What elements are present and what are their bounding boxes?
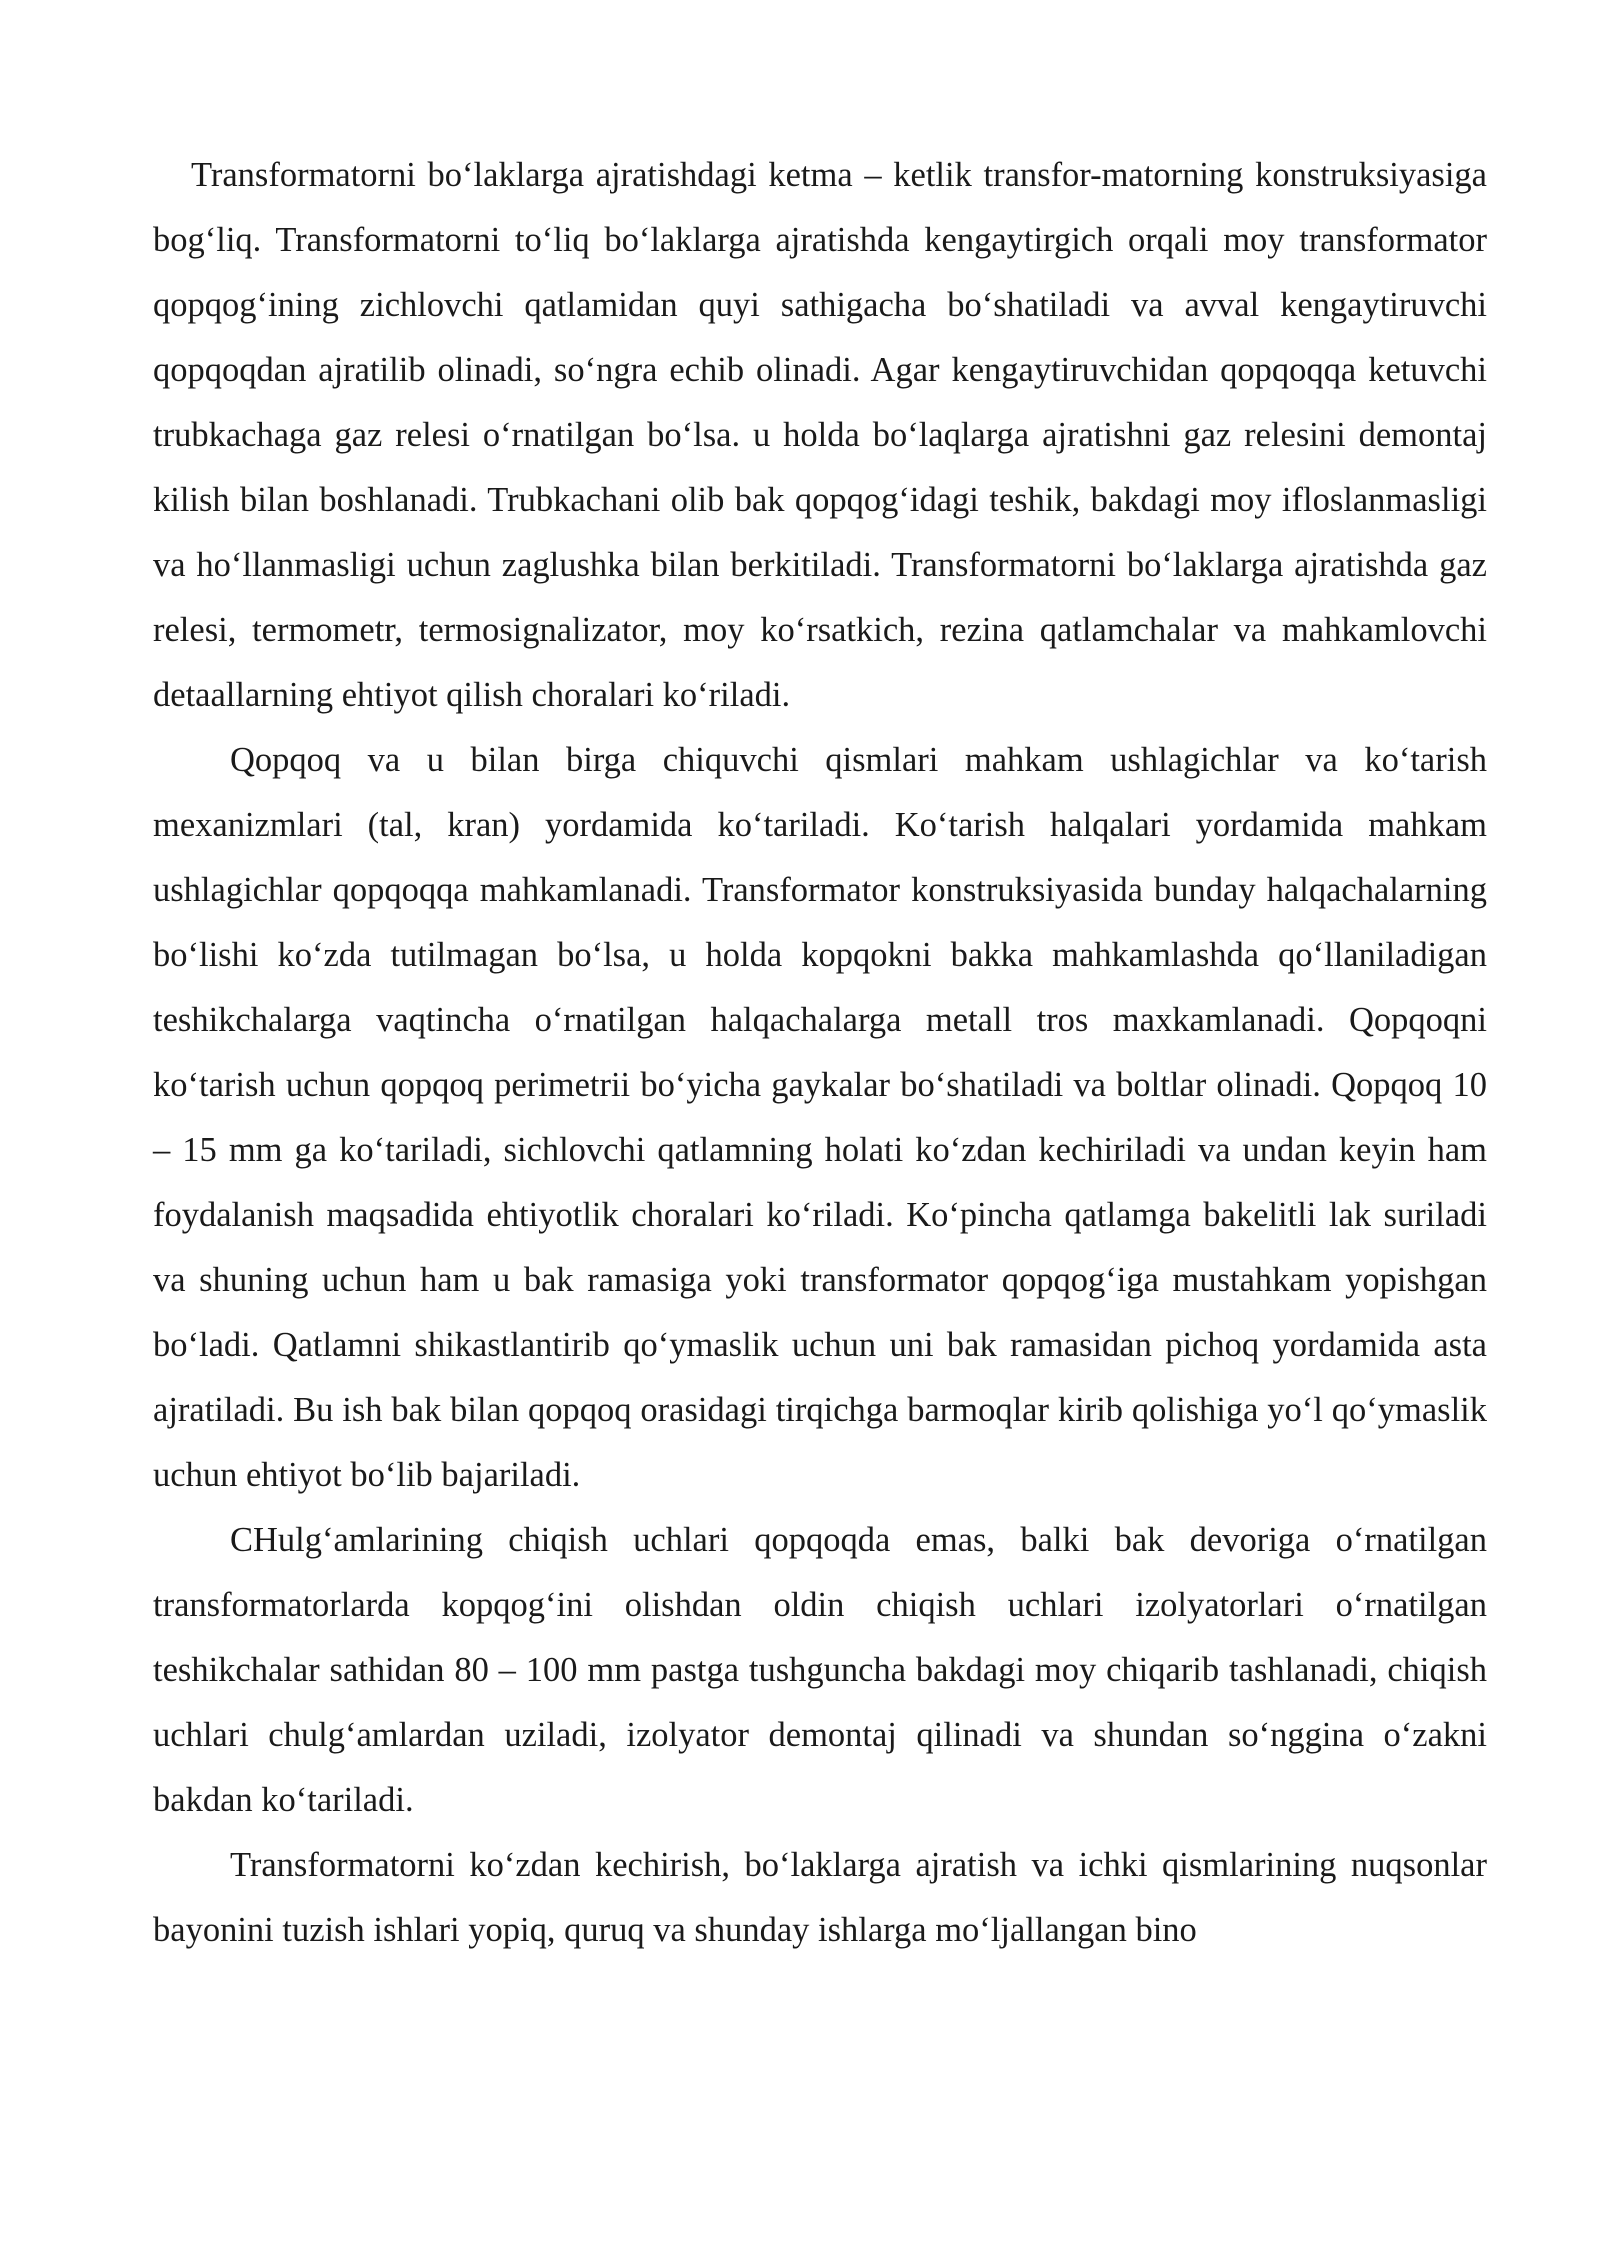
paragraph-1: Transformatorni bo‘laklarga ajratishdagi ketma – ketlik transfor-matorning konstruksiyasiga bog‘liq. Transformatorni to‘liq bo‘laklarga ajratishda kengaytirgich orqali moy transformator qopqog‘ining zichlovchi qatlamidan quyi sathigacha bo‘shatiladi va avval kengaytiruvchi qopqoqdan ajratilib olinadi, so‘ngra echib olinadi. Agar kengaytiruvchidan qopqoqqa ketuvchi trubkachaga gaz relesi o‘rnatilgan bo‘lsa. u holda bo‘laqlarga ajratishni gaz relesini demontaj kilish bilan boshlanadi. Trubkachani olib bak qopqog‘idagi teshik, bakdagi moy ifloslanmasligi va ho‘llanmasligi uchun zaglushka bilan berkitiladi. Transformatorni bo‘laklarga ajratishda gaz relesi, termometr, termosignalizator, moy ko‘rsatkich, rezina qatlamchalar va mahkamlovchi detaallarning ehtiyot qilish choralari ko‘riladi. <box>153 156 1487 714</box>
paragraph-4: Transformatorni ko‘zdan kechirish, bo‘laklarga ajratish va ichki qismlarining nuqsonlar bayonini tuzish ishlari yopiq, quruq va shunday ishlarga mo‘ljallangan bino <box>153 1846 1487 1949</box>
document-page <box>153 143 1487 1963</box>
paragraph-3: CHulg‘amlarining chiqish uchlari qopqoqda emas, balki bak devoriga o‘rnatilgan transformatorlarda kopqog‘ini olishdan oldin chiqish uchlari izolyatorlari o‘rnatilgan teshikchalar sathidan 80 – 100 mm pastga tushguncha bakdagi moy chiqarib tashlanadi, chiqish uchlari chulg‘amlardan uziladi, izolyator demontaj qilinadi va shundan so‘nggina o‘zakni bakdan ko‘tariladi. <box>153 1521 1487 1819</box>
paragraph-2: Qopqoq va u bilan birga chiquvchi qismlari mahkam ushlagichlar va ko‘tarish mexanizmlari (tal, kran) yordamida ko‘tariladi. Ko‘tarish halqalari yordamida mahkam ushlagichlar qopqoqqa mahkamlanadi. Transformator konstruksiyasida bunday halqachalarning bo‘lishi ko‘zda tutilmagan bo‘lsa, u holda kopqokni bakka mahkamlashda qo‘llaniladigan teshikchalarga vaqtincha o‘rnatilgan halqachalarga metall tros maxkamlanadi. Qopqoqni ko‘tarish uchun qopqoq perimetrii bo‘yicha gaykalar bo‘shatiladi va boltlar olinadi. Qopqoq 10 – 15 mm ga ko‘tariladi, sichlovchi qatlamning holati ko‘zdan kechiriladi va undan keyin ham foydalanish maqsadida ehtiyotlik choralari ko‘riladi. Ko‘pincha qatlamga bakelitli lak suriladi va shuning uchun ham u bak ramasiga yoki transformator qopqog‘iga mustahkam yopishgan bo‘ladi. Qatlamni shikastlantirib qo‘ymaslik uchun uni bak ramasidan pichoq yordamida asta ajratiladi. Bu ish bak bilan qopqoq orasidagi tirqichga barmoqlar kirib qolishiga yo‘l qo‘ymaslik uchun ehtiyot bo‘lib bajariladi. <box>153 741 1487 1494</box>
